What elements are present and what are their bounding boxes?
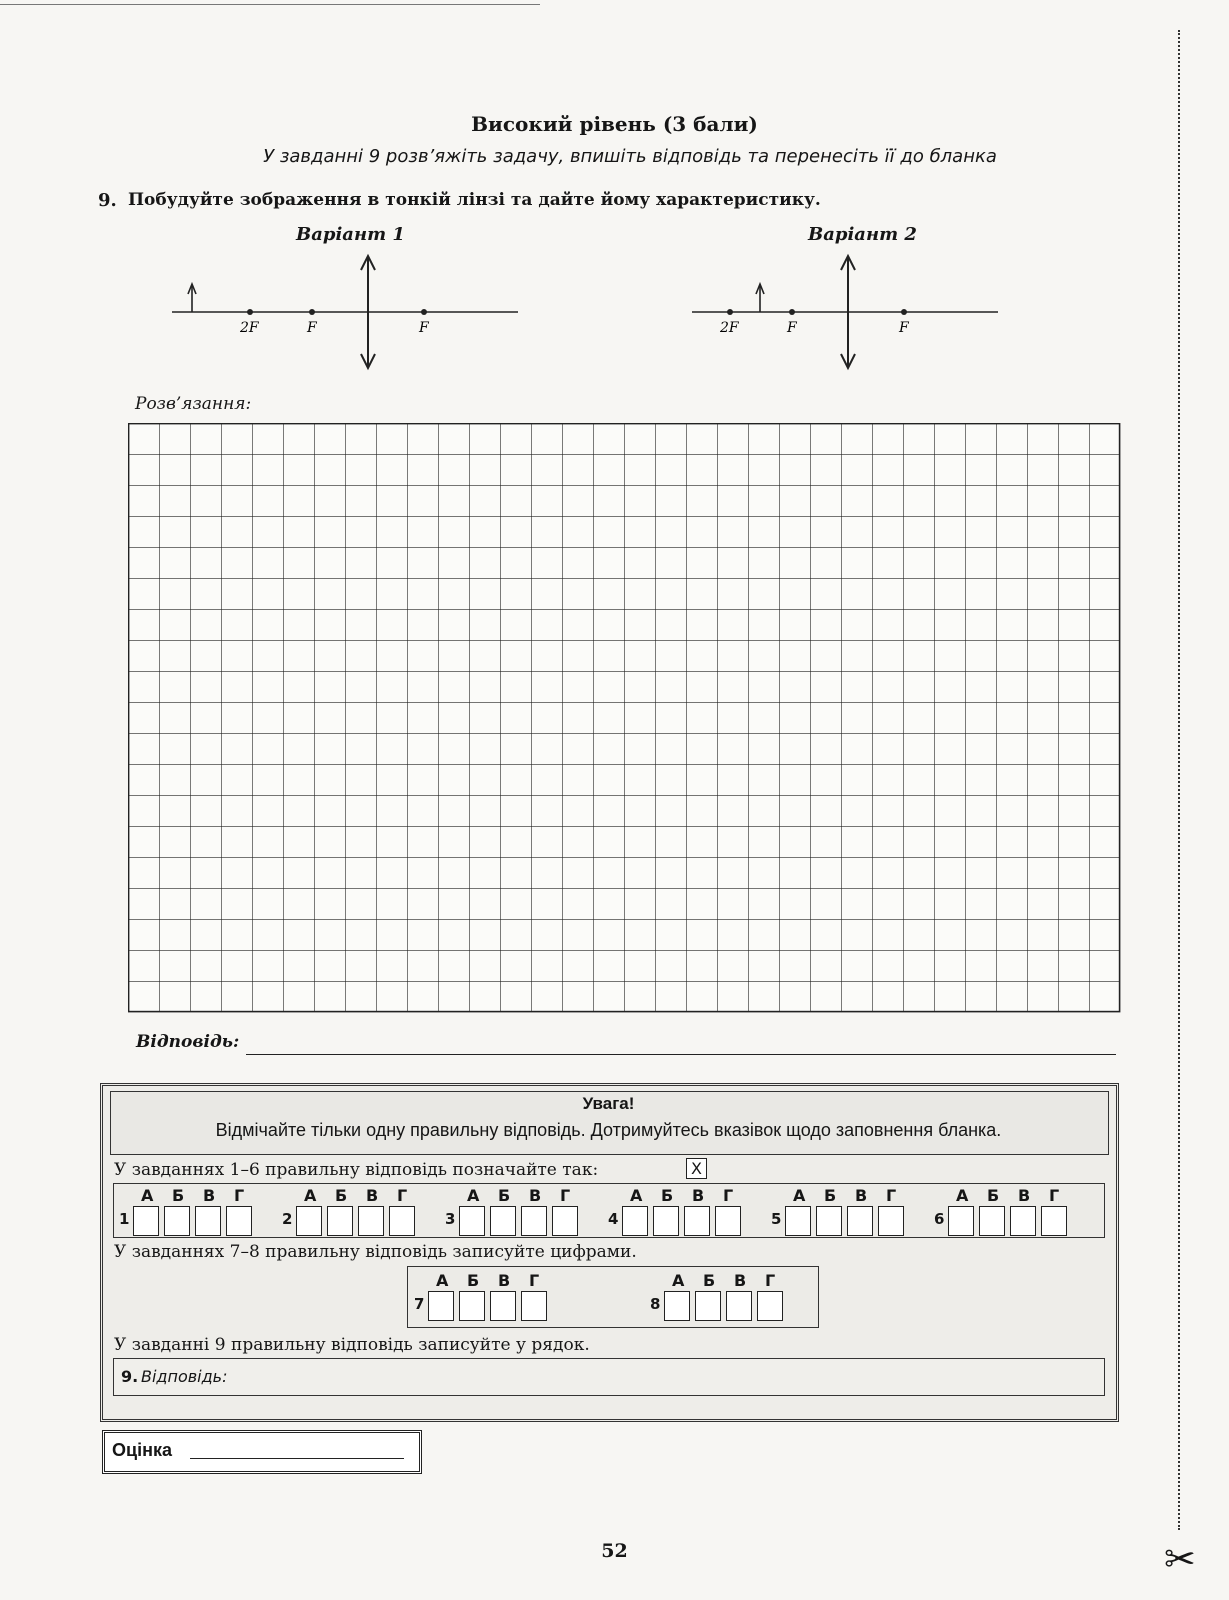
answer-row-1-6 [113, 1183, 1105, 1238]
letter-b: Б [703, 1271, 716, 1290]
task-number-label: 5 [771, 1210, 782, 1228]
answer-digit-box[interactable] [521, 1291, 547, 1321]
answer-digit-box[interactable] [490, 1291, 516, 1321]
letter-v: В [692, 1186, 705, 1205]
answer-checkbox[interactable] [195, 1206, 221, 1236]
focus-dot-2f [727, 309, 733, 315]
focus-dot-f-left [309, 309, 315, 315]
attention-title: Увага! [582, 1094, 635, 1113]
task-number-label: 6 [934, 1210, 945, 1228]
letter-v: В [1018, 1186, 1031, 1205]
answer-label: Відповідь: [136, 1032, 240, 1052]
label-2f: 2F [240, 320, 259, 336]
letter-b: Б [661, 1186, 674, 1205]
letter-v: В [203, 1186, 216, 1205]
lens-diagram-variant-1 [170, 250, 530, 375]
attention-text: Відмічайте тільки одну правильну відповідь. Дотримуйтесь вказівок щодо заповнення бланка. [215, 1120, 1002, 1140]
answer-digit-box[interactable] [695, 1291, 721, 1321]
answer-checkbox[interactable] [979, 1206, 1005, 1236]
page-number: 52 [601, 1540, 628, 1562]
letter-header [467, 1186, 591, 1205]
letter-header [436, 1271, 560, 1290]
letter-g: Г [723, 1186, 734, 1205]
task-number-label: 8 [650, 1295, 661, 1313]
answer-9-number: 9. [121, 1367, 139, 1386]
answer-checkbox[interactable] [552, 1206, 578, 1236]
letter-header [793, 1186, 917, 1205]
task-number-label: 3 [445, 1210, 456, 1228]
focus-dot-2f [247, 309, 253, 315]
letter-a: А [141, 1186, 154, 1205]
letter-b: Б [498, 1186, 511, 1205]
answer-checkbox[interactable] [684, 1206, 710, 1236]
answer-checkbox[interactable] [785, 1206, 811, 1236]
answer-checkbox[interactable] [327, 1206, 353, 1236]
answer-checkbox[interactable] [226, 1206, 252, 1236]
letter-g: Г [529, 1271, 540, 1290]
solution-label: Розв’язання: [135, 394, 252, 414]
grade-line[interactable] [190, 1458, 404, 1459]
focus-dot-f-right [421, 309, 427, 315]
answer-checkbox[interactable] [389, 1206, 415, 1236]
letter-a: А [436, 1271, 449, 1290]
letter-v: В [734, 1271, 747, 1290]
cut-line [1178, 30, 1180, 1530]
answer-line[interactable] [246, 1054, 1116, 1055]
letter-g: Г [765, 1271, 776, 1290]
letter-header [304, 1186, 428, 1205]
focus-dot-f-right [901, 309, 907, 315]
answer-digit-box[interactable] [459, 1291, 485, 1321]
instruction-tasks-1-6: У завданнях 1–6 правильну відповідь позначайте так: [114, 1160, 599, 1180]
answer-checkbox[interactable] [653, 1206, 679, 1236]
grade-label: Оцінка [112, 1440, 172, 1460]
instruction-task-9: У завданні 9 правильну відповідь записуйте у рядок. [114, 1335, 590, 1355]
scissors-icon: ✂ [1164, 1537, 1196, 1581]
level-title: Високий рівень (3 бали) [471, 112, 758, 136]
label-f-right: F [419, 320, 429, 336]
letter-a: А [304, 1186, 317, 1205]
answer-digit-box[interactable] [757, 1291, 783, 1321]
letter-b: Б [172, 1186, 185, 1205]
letter-b: Б [824, 1186, 837, 1205]
task-number-label: 2 [282, 1210, 293, 1228]
letter-a: А [956, 1186, 969, 1205]
answer-checkbox[interactable] [490, 1206, 516, 1236]
letter-v: В [529, 1186, 542, 1205]
answer-checkbox[interactable] [948, 1206, 974, 1236]
letter-g: Г [886, 1186, 897, 1205]
task-number-label: 1 [119, 1210, 130, 1228]
letter-a: А [793, 1186, 806, 1205]
answer-digit-box[interactable] [428, 1291, 454, 1321]
answer-checkbox[interactable] [133, 1206, 159, 1236]
answer-checkbox[interactable] [622, 1206, 648, 1236]
letter-v: В [366, 1186, 379, 1205]
answer-9-field[interactable] [113, 1358, 1105, 1396]
letter-a: А [630, 1186, 643, 1205]
label-f-left: F [307, 320, 317, 336]
label-f-right: F [899, 320, 909, 336]
letter-g: Г [1049, 1186, 1060, 1205]
instruction-tasks-7-8: У завданнях 7–8 правильну відповідь записуйте цифрами. [114, 1242, 637, 1262]
letter-b: Б [467, 1271, 480, 1290]
answer-checkbox[interactable] [358, 1206, 384, 1236]
letter-g: Г [397, 1186, 408, 1205]
answer-checkbox[interactable] [459, 1206, 485, 1236]
answer-checkbox[interactable] [296, 1206, 322, 1236]
letter-header [956, 1186, 1080, 1205]
answer-checkbox[interactable] [1041, 1206, 1067, 1236]
answer-checkbox[interactable] [521, 1206, 547, 1236]
level-instruction: У завданні 9 розв’яжіть задачу, впишіть відповідь та перенесіть її до бланка [263, 146, 997, 167]
lens-diagram-variant-2 [690, 250, 1010, 375]
answer-checkbox[interactable] [878, 1206, 904, 1236]
answer-checkbox[interactable] [816, 1206, 842, 1236]
letter-g: Г [234, 1186, 245, 1205]
letter-v: В [855, 1186, 868, 1205]
letter-g: Г [560, 1186, 571, 1205]
letter-header [141, 1186, 265, 1205]
task-number-label: 4 [608, 1210, 619, 1228]
answer-checkbox[interactable] [1010, 1206, 1036, 1236]
letter-b: Б [335, 1186, 348, 1205]
answer-9-label: Відповідь: [141, 1367, 228, 1386]
letter-header [630, 1186, 754, 1205]
task-number-label: 7 [414, 1295, 425, 1313]
answer-checkbox[interactable] [847, 1206, 873, 1236]
label-2f: 2F [720, 320, 739, 336]
answer-checkbox[interactable] [715, 1206, 741, 1236]
answer-checkbox[interactable] [164, 1206, 190, 1236]
answer-row-7-8 [407, 1266, 819, 1328]
variant-2-title: Варіант 2 [808, 224, 917, 245]
letter-b: Б [987, 1186, 1000, 1205]
top-rule [0, 4, 540, 5]
task-number: 9. [98, 190, 117, 211]
sample-mark-box: X [686, 1158, 707, 1179]
answer-digit-box[interactable] [726, 1291, 752, 1321]
label-f-left: F [787, 320, 797, 336]
letter-a: А [672, 1271, 685, 1290]
letter-v: В [498, 1271, 511, 1290]
focus-dot-f-left [789, 309, 795, 315]
task-text: Побудуйте зображення в тонкій лінзі та дайте йому характеристику. [128, 190, 821, 210]
answer-digit-box[interactable] [664, 1291, 690, 1321]
letter-header [672, 1271, 796, 1290]
solution-grid[interactable] [128, 423, 1123, 1013]
variant-1-title: Варіант 1 [296, 224, 405, 245]
letter-a: А [467, 1186, 480, 1205]
